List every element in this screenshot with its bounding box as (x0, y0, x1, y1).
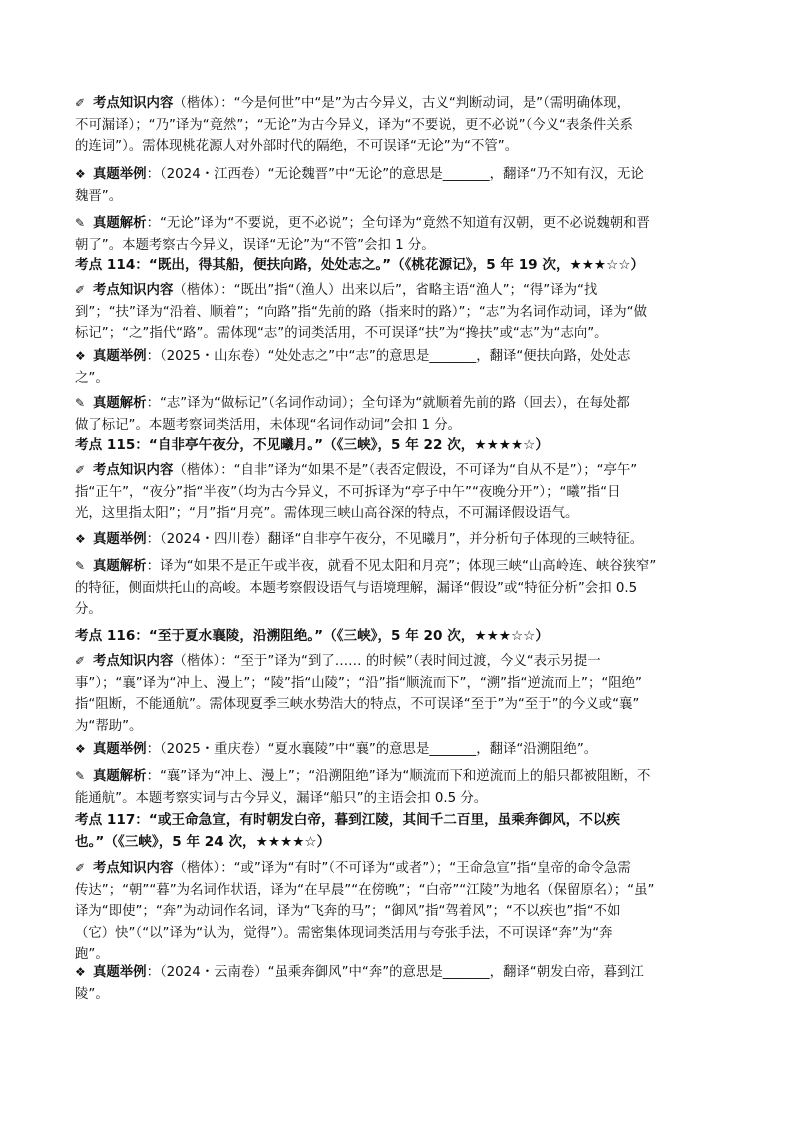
block-label: 真题举例 (93, 742, 147, 757)
pencil-icon: ✐ (75, 283, 86, 297)
pencil-icon: ✐ (75, 96, 86, 110)
diamond-icon: ❖ (75, 349, 86, 363)
exam-example-block: ❖ 真题举例：（2025・山东卷）“处处志之”中“志”的意思是_______，翻译“便扶向路，处处志 之”。 (75, 346, 725, 389)
exam-analysis-block: ✎ 真题解析：译为“如果不是正午或半夜，就看不见太阳和月亮”；体现三峡“山高岭连、峡谷狭窄” 的特征，侧面烘托山的高峻。本题考察假设语气与语境理解，漏译“假设”或“特征分析”会扣 0.5 分。 (75, 556, 725, 621)
block-label: 真题解析 (93, 396, 147, 411)
block-label: 真题举例 (93, 167, 147, 182)
knowledge-content-block: ✐ 考点知识内容（楷体）：“自非”译为“如果不是”（表否定假设，不可译为“自从不是”）；“亭午” 指“正午”，“夜分”指“半夜”（均为古今异义，不可拆译为“亭子中午”“夜晚分开”）；“曦”指“日 光，这里指太阳”；“月”指“月亮”。需体现三峡山高谷深的特点，不可漏译假设语气。 (75, 460, 725, 525)
exam-analysis-block: ✎ 真题解析：“无论”译为“不要说，更不必说”；全句译为“竟然不知道有汉朝，更不必说魏朝和晋 朝了”。本题考察古今异义，误译“无论”为“不管”会扣 1 分。 (75, 213, 725, 256)
exam-example-block: ❖ 真题举例：（2024・四川卷）翻译“自非亭午夜分，不见曦月”，并分析句子体现的三峡特征。 (75, 529, 725, 551)
block-label: 考点知识内容 (93, 861, 174, 876)
block-label: 考点知识内容 (93, 283, 174, 298)
pencil-icon: ✐ (75, 861, 86, 875)
section-heading: 考点 116：“至于夏水襄陵，沿溯阻绝。”（《三峡》，5 年 20 次，★★★☆☆） (75, 628, 549, 644)
exam-example-block: ❖ 真题举例：（2024・江西卷）“无论魏晋”中“无论”的意思是_______，翻译“乃不知有汉，无论 魏晋”。 (75, 164, 725, 207)
pen-icon: ✎ (75, 559, 86, 573)
pencil-icon: ✐ (75, 654, 86, 668)
section-heading: 考点 114：“既出，得其船，便扶向路，处处志之。”（《桃花源记》，5 年 19 次，★★★☆☆） (75, 257, 645, 273)
diamond-icon: ❖ (75, 965, 86, 979)
pen-icon: ✎ (75, 396, 86, 410)
knowledge-content-block: ✐ 考点知识内容（楷体）：“至于”译为“到了…… 的时候”（表时间过渡，今义“表示另提一 事”）；“襄”译为“冲上、漫上”；“陵”指“山陵”；“沿”指“顺流而下”，“溯”指“逆流而上”；“阻绝” 指“阻断，不能通航”。需体现夏季三峡水势浩大的特点，不可误译“至于”为“至于”的今义或“襄” 为“帮助”。 (75, 651, 725, 737)
block-label: 真题解析 (93, 559, 147, 574)
diamond-icon: ❖ (75, 742, 86, 756)
knowledge-content-block: ✐ 考点知识内容（楷体）：“既出”指“（渔人）出来以后”，省略主语“渔人”；“得”译为“找 到”；“扶”译为“沿着、顺着”；“向路”指“先前的路（指来时的路）”；“志”为名词作动词，译为“做 标记”；“之”指代“路”。需体现“志”的词类活用，不可误译“扶”为“搀扶”或“志”为“志向”。 (75, 280, 725, 345)
block-label: 真题解析 (93, 216, 147, 231)
exam-example-block: ❖ 真题举例：（2025・重庆卷）“夏水襄陵”中“襄”的意思是_______，翻译“沿溯阻绝”。 (75, 739, 725, 761)
pencil-icon: ✐ (75, 463, 86, 477)
block-label: 考点知识内容 (93, 96, 174, 111)
knowledge-content-block: ✐ 考点知识内容（楷体）：“或”译为“有时”（不可译为“或者”）；“王命急宣”指“皇帝的命令急需 传达”；“朝”“暮”为名词作状语，译为“在早晨”“在傍晚”；“白帝”“江陵”为地名（保留原名）；“虽” 译为“即使”；“奔”为动词作名词，译为“飞奔的马”；“御风”指“驾着风”；“不以疾也”指“不如 （它）快”（“以”译为“认为，觉得”）。需密集体现词类活用与夸张手法，不可误译“奔”为“奔 跑”。 (75, 858, 725, 966)
knowledge-content-block: ✐ 考点知识内容（楷体）：“今是何世”中“是”为古今异义，古义“判断动词，是”（需明确体现， 不可漏译）；“乃”译为“竟然”；“无论”为古今异义，译为“不要说，更不必说”（今义“表条件关系 的连词”）。需体现桃花源人对外部时代的隔绝，不可误译“无论”为“不管”。 (75, 93, 725, 158)
exam-example-block: ❖ 真题举例：（2024・云南卷）“虽乘奔御风”中“奔”的意思是_______，翻译“朝发白帝，暮到江 陵”。 (75, 962, 725, 1005)
exam-analysis-block: ✎ 真题解析：“志”译为“做标记”（名词作动词）；全句译为“就顺着先前的路（回去），在每处都 做了标记”。本题考察词类活用，未体现“名词作动词”会扣 1 分。 (75, 393, 725, 436)
pen-icon: ✎ (75, 216, 86, 230)
section-heading: 考点 117：“或王命急宣，有时朝发白帝，暮到江陵，其间千二百里，虽乘奔御风，不以疾 也。”（《三峡》，5 年 24 次，★★★★☆） (75, 812, 621, 850)
diamond-icon: ❖ (75, 167, 86, 181)
block-label: 考点知识内容 (93, 463, 174, 478)
block-label: 真题解析 (93, 769, 147, 784)
exam-analysis-block: ✎ 真题解析：“襄”译为“冲上、漫上”；“沿溯阻绝”译为“顺流而下和逆流而上的船只都被阻断，不 能通航”。本题考察实词与古今异义，漏译“船只”的主语会扣 0.5 分。 (75, 766, 725, 809)
pen-icon: ✎ (75, 769, 86, 783)
diamond-icon: ❖ (75, 532, 86, 546)
block-label: 真题举例 (93, 532, 147, 547)
section-heading: 考点 115：“自非亭午夜分，不见曦月。”（《三峡》，5 年 22 次，★★★★☆） (75, 437, 549, 453)
block-label: 真题举例 (93, 349, 147, 364)
block-label: 真题举例 (93, 965, 147, 980)
block-label: 考点知识内容 (93, 654, 174, 669)
